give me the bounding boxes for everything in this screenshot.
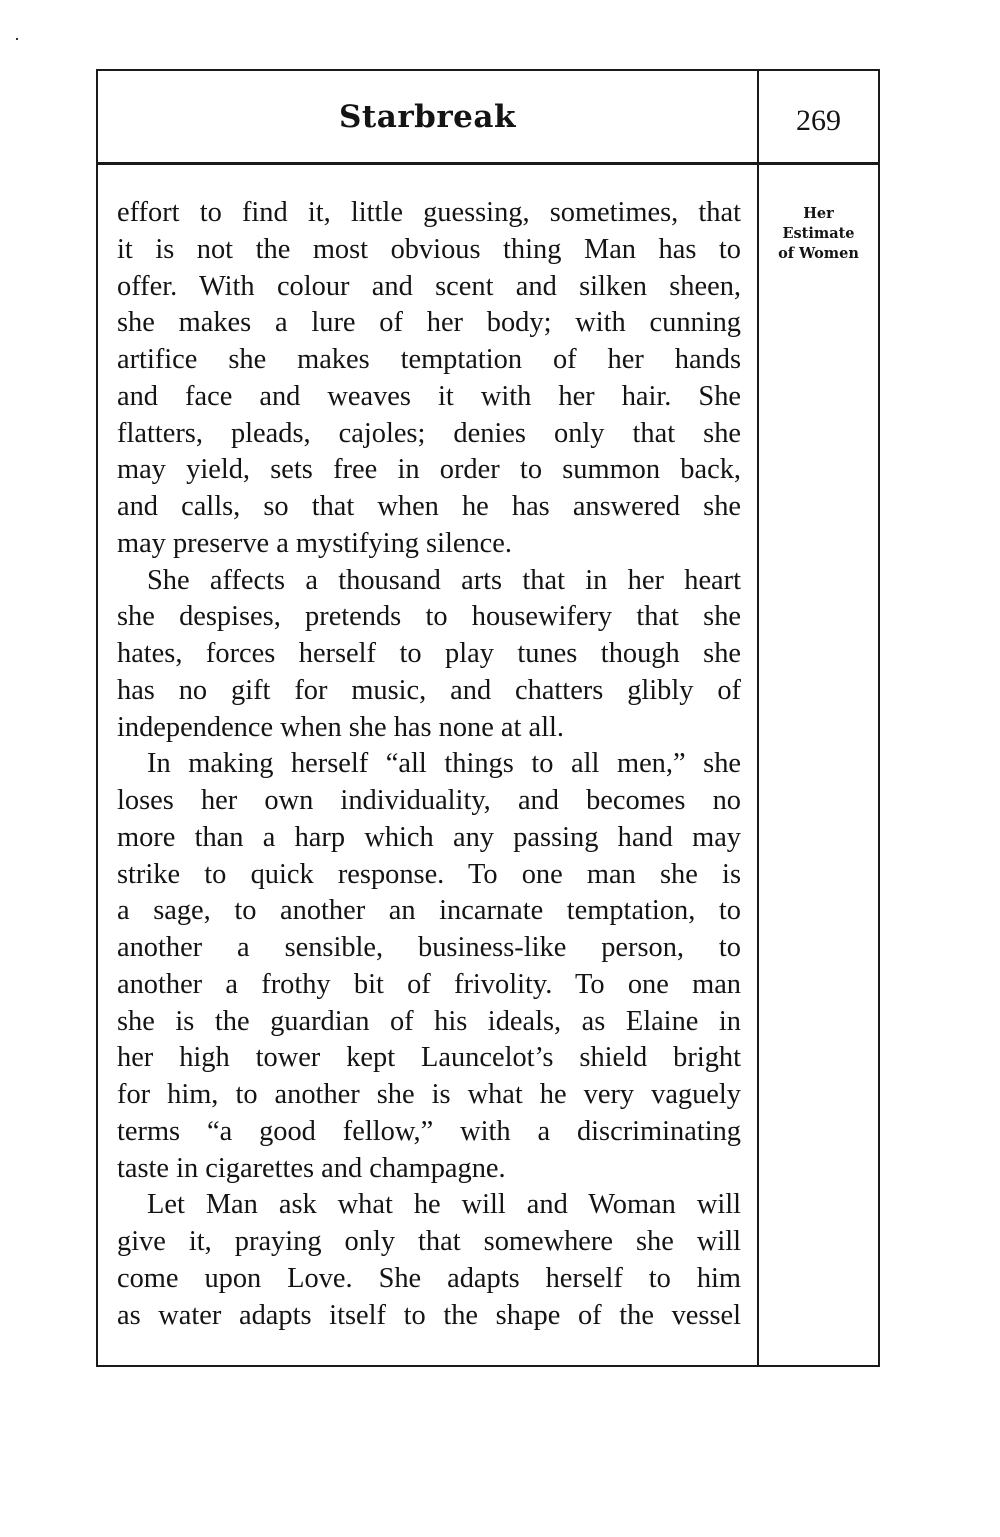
header-rule — [98, 162, 878, 165]
text-line: hates, forces herself to play tunes though she — [117, 638, 741, 669]
stray-mark — [16, 38, 18, 40]
running-title: Starbreak — [339, 99, 516, 135]
text-line: She affects a thousand arts that in her heart — [147, 564, 741, 596]
margin-note-line: Estimate — [782, 225, 855, 242]
text-line: terms “a good fellow,” with a discriminating — [117, 1115, 741, 1147]
text-line: effort to find it, little guessing, sometimes, that — [117, 197, 741, 228]
page-number: 269 — [796, 104, 841, 137]
text-line: offer. With colour and scent and silken sheen, — [117, 270, 741, 302]
text-line: Let Man ask what he will and Woman will — [147, 1189, 741, 1221]
margin-note-line: of Women — [778, 245, 859, 262]
margin-note — [761, 204, 876, 264]
text-line: her high tower kept Launcelot’s shield bright — [117, 1042, 741, 1074]
text-line: more than a harp which any passing hand may — [117, 821, 741, 853]
text-line: may yield, sets free in order to summon back, — [117, 454, 741, 486]
text-line: strike to quick response. To one man she is — [117, 858, 741, 890]
text-line: has no gift for music, and chatters glibly of — [117, 674, 741, 706]
text-line: give it, praying only that somewhere she will — [117, 1226, 741, 1257]
text-line: and face and weaves it with her hair. She — [117, 380, 741, 412]
text-line: for him, to another she is what he very vaguely — [117, 1079, 741, 1110]
text-line: another a sensible, business-like person, to — [117, 932, 741, 963]
text-line: may preserve a mystifying silence. — [117, 527, 512, 559]
text-line: a sage, to another an incarnate temptation, to — [117, 895, 741, 927]
text-line: taste in cigarettes and champagne. — [117, 1152, 506, 1184]
text-line: independence when she has none at all. — [117, 711, 564, 743]
text-line: loses her own individuality, and becomes no — [117, 785, 741, 816]
text-line: flatters, pleads, cajoles; denies only that she — [117, 417, 741, 449]
text-line: it is not the most obvious thing Man has to — [117, 233, 741, 265]
margin-column-rule — [757, 71, 759, 1365]
text-line: she despises, pretends to housewifery that she — [117, 601, 741, 633]
text-line: another a frothy bit of frivolity. To one man — [117, 968, 741, 1000]
text-line: come upon Love. She adapts herself to him — [117, 1262, 741, 1294]
body-text — [117, 195, 741, 1334]
text-line: In making herself “all things to all men,” she — [147, 748, 741, 780]
page-frame — [96, 69, 880, 1367]
margin-note-line: Her — [803, 205, 834, 222]
text-line: she is the guardian of his ideals, as Elaine in — [117, 1005, 741, 1037]
text-line: she makes a lure of her body; with cunning — [117, 307, 741, 339]
text-line: and calls, so that when he has answered she — [117, 491, 741, 522]
text-line: as water adapts itself to the shape of the vessel — [117, 1299, 741, 1331]
text-line: artifice she makes temptation of her hands — [117, 344, 741, 375]
